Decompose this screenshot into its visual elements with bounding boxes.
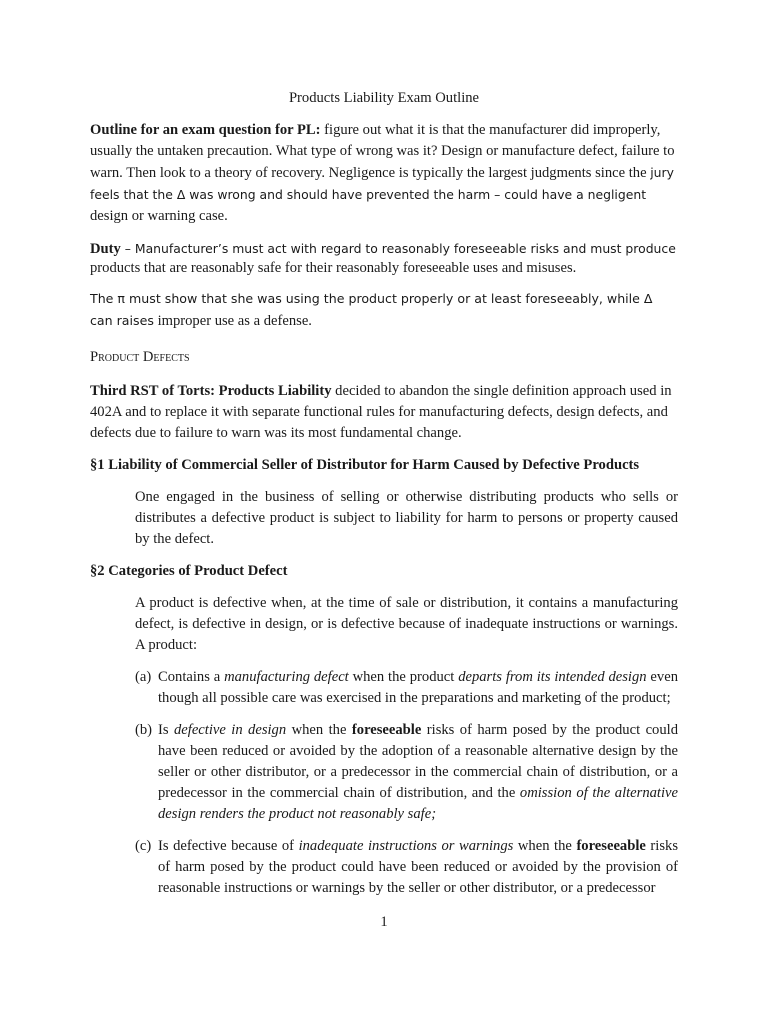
third-rst-lead: Third RST of Torts: Products Liability: [90, 383, 332, 399]
list-text: even though all possible care was exercised in the preparations and marketing of the product;: [158, 669, 678, 706]
list-emphasis: manufacturing defect: [224, 669, 349, 685]
list-text: Is defective because of: [158, 838, 299, 854]
outline-lead: Outline for an exam question for PL:: [90, 122, 321, 138]
product-defects-heading: Product Defects: [90, 349, 190, 365]
duty-text-1: – Manufacturer’s must act with regard to reasonably foreseeable risks and must produce: [120, 241, 676, 256]
list-text: when the: [513, 838, 577, 854]
list-text: Is: [158, 722, 174, 738]
list-marker: (a): [135, 669, 152, 685]
list-text: when the: [286, 722, 352, 738]
section-1-heading: §1 Liability of Commercial Seller of Distributor for Harm Caused by Defective Products: [90, 457, 640, 473]
list-item-c: [90, 836, 678, 899]
pi-paragraph: [90, 288, 678, 332]
duty-text-2: products that are reasonably safe for their reasonably foreseeable uses and misuses.: [90, 260, 577, 276]
list-bold: foreseeable: [351, 722, 422, 738]
list-marker: (c): [135, 838, 152, 854]
pi-text-1: The π must show that she was using the product properly or at least foreseeably, while Δ can raises: [90, 291, 653, 328]
page-number: 1: [380, 914, 388, 930]
list-emphasis: departs from its intended design: [458, 669, 647, 685]
list-text: risks of harm posed by the product could have been reduced or avoided by the provision of reasonable instructions or warnings by the seller or other distributor, or a predecessor: [158, 838, 678, 896]
list-emphasis: omission of the alternative design renders the product not reasonably safe;: [158, 785, 678, 822]
document-title: Products Liability Exam Outline: [288, 90, 480, 106]
outline-text-3: design or warning case.: [90, 208, 228, 224]
duty-lead: Duty: [90, 241, 121, 257]
third-rst-text: decided to abandon the single definition approach used in 402A and to replace it with separate functional rules for manufacturing defects, design defects, and defects due to failure to warn was its most fundamental change.: [90, 383, 672, 441]
list-bold: foreseeable: [576, 838, 646, 854]
list-marker: (b): [135, 722, 153, 738]
document-page: [90, 88, 678, 910]
duty-paragraph: [90, 238, 678, 277]
pi-text-2: improper use as a defense.: [157, 313, 312, 329]
outline-text-1: figure out what it is that the manufacturer did improperly, usually the untaken precaution. What type of wrong was it? Design or manufacture defect, failure to warn. Then look to a theory of recovery. Negligence is typically the largest judgments since the: [90, 122, 675, 181]
outline-paragraph: [90, 120, 678, 227]
outline-text-2: jury feels that the Δ was wrong and should have prevented the harm – could have a negligent: [90, 165, 674, 202]
list-text: risks of harm posed by the product could have been reduced or avoided by the adoption of a reasonable alternative design by the seller or other distributor, or a predecessor in the commercial chain of distribution, or a predecessor in the commercial chain of distribution, and the: [158, 722, 678, 801]
section-2-intro: A product is defective when, at the time of sale or distribution, it contains a manufacturing defect, is defective in design, or is defective because of inadequate instructions or warnings. A product:: [135, 595, 678, 653]
list-text: when the product: [348, 669, 459, 685]
list-item-a: [90, 667, 678, 709]
list-emphasis: defective in design: [173, 722, 287, 738]
section-2-heading: §2 Categories of Product Defect: [90, 563, 288, 579]
list-item-b: [90, 720, 678, 825]
section-1-body: One engaged in the business of selling or otherwise distributing products who sells or distributes a defective product is subject to liability for harm to persons or property caused by the defect.: [135, 489, 678, 547]
list-emphasis: inadequate instructions or warnings: [298, 838, 514, 854]
third-rst-paragraph: [90, 381, 678, 444]
list-text: Contains a: [158, 669, 225, 685]
